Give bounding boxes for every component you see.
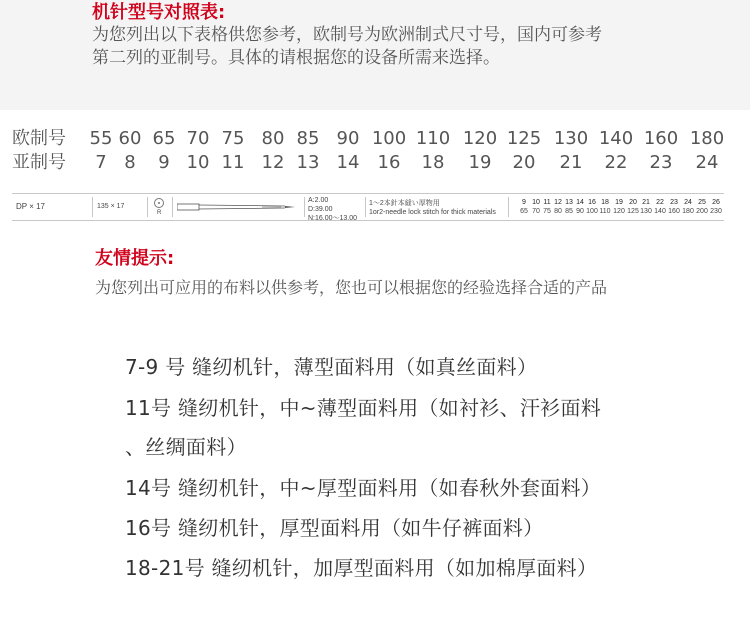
asia-size-value: 7 <box>95 152 107 173</box>
spec-asia-num: 16 <box>588 199 596 206</box>
usage-item: 7-9 号 缝纫机针，薄型面料用（如真丝面料） <box>125 355 538 379</box>
eu-size-value: 140 <box>598 128 634 149</box>
asia-size-value: 8 <box>124 152 136 173</box>
spec-size-table <box>512 198 722 218</box>
spec-eu-num: 65 <box>520 208 528 215</box>
eu-size-label: 欧制号 <box>12 128 66 149</box>
spec-asia-num: 21 <box>642 199 650 206</box>
eu-size-value: 55 <box>89 128 113 149</box>
spec-asia-num: 14 <box>576 199 584 206</box>
spec-asia-num: 10 <box>532 199 540 206</box>
needle-icon <box>177 201 295 213</box>
spec-asia-num: 19 <box>615 199 623 206</box>
spec-asia-num: 12 <box>554 199 562 206</box>
eu-size-value: 75 <box>221 128 245 149</box>
asia-size-value: 21 <box>559 152 583 173</box>
spec-dim-d: D:39.00 <box>308 206 333 213</box>
spec-divider <box>508 197 509 217</box>
spec-code: 135 × 17 <box>97 203 125 210</box>
usage-item-continued: 、丝绸面料） <box>125 435 247 459</box>
spec-icon-label: R <box>157 210 162 216</box>
spec-dims <box>308 196 357 222</box>
spec-asia-num: 22 <box>656 199 664 206</box>
spec-eu-num: 70 <box>532 208 540 215</box>
asia-size-value: 11 <box>221 152 245 173</box>
spec-asia-num: 11 <box>543 199 551 206</box>
asia-size-value: 12 <box>261 152 285 173</box>
eu-size-value: 100 <box>371 128 407 149</box>
spec-usage-en: 1or2-needle lock stitch for thick materials <box>369 209 496 216</box>
spec-eu-num: 75 <box>543 208 551 215</box>
header-desc-line-2: 第二列的亚制号。具体的请根据您的设备所需来选择。 <box>92 48 500 68</box>
asia-size-value: 19 <box>468 152 492 173</box>
usage-item: 18-21号 缝纫机针，加厚型面料用（如加棉厚面料） <box>125 556 598 580</box>
spec-asia-num: 18 <box>601 199 609 206</box>
spec-eu-num: 90 <box>576 208 584 215</box>
header-desc-line-1: 为您列出以下表格供您参考，欧制号为欧洲制式尺寸号，国内可参考 <box>92 25 602 45</box>
asia-size-value: 9 <box>158 152 170 173</box>
spec-divider <box>365 197 366 217</box>
eu-size-value: 60 <box>118 128 142 149</box>
asia-size-value: 18 <box>421 152 445 173</box>
asia-size-value: 23 <box>649 152 673 173</box>
spec-eu-num: 230 <box>710 208 722 215</box>
spec-eu-num: 130 <box>640 208 652 215</box>
spec-eu-num: 110 <box>599 208 611 215</box>
eu-size-value: 85 <box>296 128 320 149</box>
spec-dim-a: A:2.00 <box>308 197 329 204</box>
spec-asia-num: 13 <box>565 199 573 206</box>
asia-size-value: 22 <box>604 152 628 173</box>
spec-asia-num: 23 <box>670 199 678 206</box>
eu-size-value: 125 <box>506 128 542 149</box>
round-point-icon <box>154 198 164 208</box>
asia-size-value: 24 <box>695 152 719 173</box>
spec-eu-num: 80 <box>554 208 562 215</box>
spec-eu-num: 160 <box>668 208 680 215</box>
eu-size-value: 130 <box>553 128 589 149</box>
tips-title: 友情提示: <box>95 248 175 269</box>
spec-dim-n: N:16.00～13.00 <box>308 215 358 222</box>
eu-size-value: 110 <box>415 128 451 149</box>
spec-model: DP × 17 <box>16 202 45 211</box>
spec-usage-jp: 1～2本針本縫い厚物用 <box>369 200 440 207</box>
asia-size-value: 20 <box>512 152 536 173</box>
asia-size-value: 13 <box>296 152 320 173</box>
eu-size-value: 80 <box>261 128 285 149</box>
spec-eu-num: 120 <box>613 208 625 215</box>
spec-divider <box>172 197 173 217</box>
usage-item: 11号 缝纫机针，中~薄型面料用（如衬衫、汗衫面料 <box>125 396 602 420</box>
needle-spec-strip <box>12 193 724 221</box>
spec-eu-num: 100 <box>586 208 598 215</box>
usage-item: 16号 缝纫机针，厚型面料用（如牛仔裤面料） <box>125 516 544 540</box>
page-title: 机针型号对照表: <box>92 2 226 23</box>
spec-asia-num: 24 <box>684 199 692 206</box>
spec-divider <box>304 197 305 217</box>
tips-desc: 为您列出可应用的布料以供参考，您也可以根据您的经验选择合适的产品 <box>95 278 608 297</box>
spec-eu-num: 140 <box>654 208 666 215</box>
spec-eu-num: 85 <box>565 208 573 215</box>
spec-asia-num: 25 <box>698 199 706 206</box>
spec-asia-num: 26 <box>712 199 720 206</box>
asia-size-value: 14 <box>336 152 360 173</box>
eu-size-value: 160 <box>643 128 679 149</box>
asia-size-label: 亚制号 <box>12 152 66 173</box>
eu-size-value: 120 <box>462 128 498 149</box>
spec-usage <box>369 199 496 225</box>
spec-eu-num: 180 <box>682 208 694 215</box>
eu-size-value: 70 <box>186 128 210 149</box>
eu-size-value: 180 <box>689 128 725 149</box>
spec-eu-num: 200 <box>696 208 708 215</box>
spec-divider <box>92 197 93 217</box>
spec-divider <box>147 197 148 217</box>
spec-asia-num: 20 <box>629 199 637 206</box>
usage-item: 14号 缝纫机针，中~厚型面料用（如春秋外套面料） <box>125 476 602 500</box>
eu-size-value: 90 <box>336 128 360 149</box>
spec-eu-num: 125 <box>627 208 639 215</box>
eu-size-value: 65 <box>152 128 176 149</box>
asia-size-value: 16 <box>377 152 401 173</box>
asia-size-value: 10 <box>186 152 210 173</box>
spec-asia-num: 9 <box>522 199 526 206</box>
